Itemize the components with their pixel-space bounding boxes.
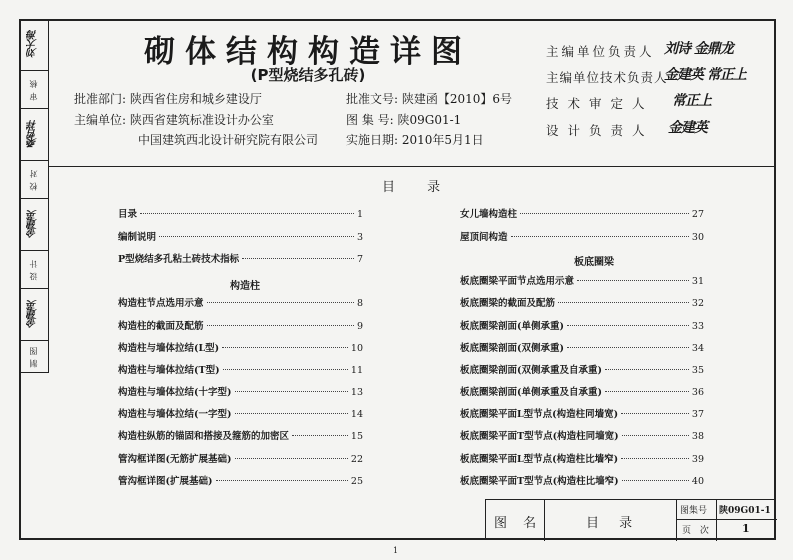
toc-entry-page: 11 — [350, 365, 363, 376]
strip-cell — [19, 19, 48, 71]
toc-entry-page: 13 — [350, 387, 363, 398]
toc-entry-page: 40 — [691, 476, 704, 487]
toc-leader-dots — [235, 391, 348, 392]
responsible-role: 设计负责人 — [546, 123, 654, 138]
title-block-page-label: 页 次 — [682, 526, 712, 536]
page-title: 砌体结构构造详图 — [144, 34, 472, 70]
toc-entry[interactable] — [460, 206, 704, 220]
toc-entry-label: 构造柱纵筋的锚固和搭接及箍筋的加密区 — [118, 431, 290, 442]
toc-entry-page: 10 — [350, 343, 363, 354]
toc-entry-page: 37 — [691, 409, 704, 420]
toc-entry-label: 编制说明 — [118, 232, 157, 243]
toc-entry-page: 34 — [691, 343, 704, 354]
toc-entry-page: 14 — [350, 409, 363, 420]
toc-entry-label: 板底圈梁平面L型节点(构造柱比墙窄) — [460, 454, 619, 465]
strip-signature: 刘大海 — [28, 31, 39, 58]
toc-entry-label: 女儿墙构造柱 — [460, 209, 518, 220]
strip-label: 审 核 — [29, 78, 38, 101]
toc-leader-dots — [622, 435, 689, 436]
implementation-date: 实施日期: 2010年5月1日 — [346, 133, 484, 147]
toc-leader-dots — [207, 302, 354, 303]
toc-entry-page: 33 — [691, 321, 704, 332]
responsible-signature: 常正上 — [672, 93, 711, 109]
toc-entry[interactable] — [460, 229, 704, 243]
toc-entry-page: 38 — [691, 431, 704, 442]
strip-label: 制 图 — [29, 345, 38, 368]
toc-leader-dots — [292, 435, 348, 436]
responsible-role: 技术审定人 — [546, 96, 654, 111]
toc-entry[interactable] — [118, 251, 363, 265]
toc-entry[interactable] — [460, 384, 704, 398]
toc-entry[interactable] — [460, 318, 704, 332]
strip-cell — [19, 199, 48, 251]
toc-leader-dots — [621, 458, 689, 459]
strip-signature: 桑哲祥 — [28, 121, 39, 148]
toc-entry[interactable] — [460, 406, 704, 420]
toc-entry[interactable] — [118, 406, 363, 420]
toc-entry[interactable] — [460, 295, 704, 309]
toc-leader-dots — [242, 258, 354, 259]
toc-entry[interactable] — [118, 428, 363, 442]
toc-leader-dots — [235, 413, 348, 414]
editor-unit: 主编单位: 陕西省建筑标准设计办公室 — [74, 113, 274, 127]
toc-leader-dots — [207, 325, 354, 326]
title-block-page-value: 1 — [742, 522, 750, 535]
toc-leader-dots — [520, 213, 689, 214]
toc-entry-page: 36 — [691, 387, 704, 398]
toc-entry-label: 板底圈梁剖面(单侧承重) — [460, 321, 564, 332]
toc-entry-page: 25 — [350, 476, 363, 487]
toc-entry-label: 板底圈梁平面节点选用示意 — [460, 276, 575, 287]
strip-label: 设 计 — [29, 258, 38, 281]
toc-entry[interactable] — [118, 384, 363, 398]
strip-cell — [19, 109, 48, 161]
toc-entry-page: 30 — [691, 232, 704, 243]
responsible-signature: 金建英 常正上 — [664, 67, 746, 83]
title-block-atlas-label: 图集号 — [680, 506, 708, 516]
toc-leader-dots — [622, 480, 689, 481]
toc-leader-dots — [222, 347, 348, 348]
toc-leader-dots — [558, 302, 689, 303]
toc-entry-page: 32 — [691, 298, 704, 309]
toc-entry-label: 板底圈梁平面T型节点(构造柱比墙窄) — [460, 476, 619, 487]
toc-entry[interactable] — [118, 206, 363, 220]
toc-entry-page: 22 — [350, 454, 363, 465]
strip-cell — [19, 341, 48, 373]
strip-cell — [19, 289, 48, 341]
toc-entry[interactable] — [460, 428, 704, 442]
toc-entry-page: 39 — [691, 454, 704, 465]
toc-entry[interactable] — [460, 451, 704, 465]
toc-leader-dots — [567, 325, 689, 326]
strip-label: 校 对 — [29, 168, 38, 191]
toc-entry-label: 构造柱与墙体拉结(T型) — [118, 365, 220, 376]
signature-strip — [19, 19, 49, 373]
toc-entry-label: P型烧结多孔粘土砖技术指标 — [118, 254, 240, 265]
toc-entry-page: 8 — [356, 298, 363, 309]
toc-leader-dots — [605, 369, 689, 370]
toc-leader-dots — [605, 391, 689, 392]
toc-entry[interactable] — [460, 340, 704, 354]
toc-section-heading: 构造柱 — [230, 281, 260, 292]
toc-entry-page: 9 — [356, 321, 363, 332]
strip-cell — [19, 71, 48, 109]
toc-entry-label: 板底圈梁平面T型节点(构造柱同墙宽) — [460, 431, 619, 442]
header-divider — [48, 166, 776, 167]
strip-cell — [19, 161, 48, 199]
toc-entry[interactable] — [118, 451, 363, 465]
toc-entry-label: 管沟框详图(无筋扩展基础) — [118, 454, 232, 465]
strip-signature: 金建英 — [28, 301, 39, 328]
toc-entry-label: 板底圈梁剖面(双侧承重) — [460, 343, 564, 354]
toc-entry-page: 31 — [691, 276, 704, 287]
toc-leader-dots — [235, 458, 348, 459]
toc-entry[interactable] — [460, 273, 704, 287]
toc-entry-label: 板底圈梁剖面(双侧承重及自承重) — [460, 365, 602, 376]
toc-entry-page: 27 — [691, 209, 704, 220]
toc-entry[interactable] — [118, 362, 363, 376]
toc-title: 目 录 — [382, 180, 455, 195]
toc-entry-label: 构造柱的截面及配筋 — [118, 321, 204, 332]
toc-entry[interactable] — [118, 229, 363, 243]
responsible-signature: 金建英 — [668, 120, 707, 136]
responsible-role: 主编单位技术负责人 — [546, 70, 668, 85]
atlas-number: 图 集 号: 陕09G01-1 — [346, 113, 462, 127]
toc-entry-label: 目录 — [118, 209, 138, 220]
toc-entry-label: 管沟框详图(扩展基础) — [118, 476, 213, 487]
title-block-atlas-value: 陕09G01-1 — [719, 506, 771, 516]
toc-entry-page: 3 — [356, 232, 363, 243]
toc-leader-dots — [223, 369, 348, 370]
toc-entry[interactable] — [118, 340, 363, 354]
toc-entry-label: 构造柱节点选用示意 — [118, 298, 204, 309]
title-block — [485, 499, 776, 540]
title-block-name-value: 目 录 — [586, 516, 641, 531]
toc-entry[interactable] — [118, 318, 363, 332]
footer-page-number: 1 — [393, 546, 399, 555]
strip-cell — [19, 251, 48, 289]
toc-entry-label: 屋顶间构造 — [460, 232, 508, 243]
toc-entry-label: 构造柱与墙体拉结(一字型) — [118, 409, 232, 420]
toc-leader-dots — [567, 347, 689, 348]
toc-entry-label: 板底圈梁平面L型节点(构造柱同墙宽) — [460, 409, 619, 420]
page-subtitle: (P型烧结多孔砖) — [250, 66, 366, 84]
approve-dept: 批准部门: 陕西省住房和城乡建设厅 — [74, 92, 262, 106]
toc-leader-dots — [140, 213, 354, 214]
toc-entry[interactable] — [460, 362, 704, 376]
toc-entry[interactable] — [118, 473, 363, 487]
editor-unit-2: 中国建筑西北设计研究院有限公司 — [138, 133, 319, 147]
toc-entry-label: 构造柱与墙体拉结(十字型) — [118, 387, 232, 398]
toc-leader-dots — [511, 236, 689, 237]
toc-entry-label: 板底圈梁剖面(单侧承重及自承重) — [460, 387, 602, 398]
toc-entry[interactable] — [460, 473, 704, 487]
responsible-role: 主编单位负责人 — [546, 44, 655, 59]
title-block-name-label: 图 名 — [494, 516, 543, 531]
toc-leader-dots — [159, 236, 354, 237]
toc-leader-dots — [577, 280, 689, 281]
toc-leader-dots — [621, 413, 689, 414]
toc-entry-page: 7 — [356, 254, 363, 265]
toc-entry-page: 15 — [350, 431, 363, 442]
toc-entry-page: 1 — [356, 209, 363, 220]
toc-leader-dots — [216, 480, 348, 481]
responsible-signature: 刘诗 金鼎龙 — [664, 41, 733, 57]
toc-entry-label: 构造柱与墙体拉结(L型) — [118, 343, 220, 354]
toc-entry[interactable] — [118, 295, 363, 309]
strip-signature: 金建英 — [28, 211, 39, 238]
approve-number: 批准文号: 陕建函【2010】6号 — [346, 92, 513, 106]
toc-entry-label: 板底圈梁的截面及配筋 — [460, 298, 556, 309]
toc-entry-page: 35 — [691, 365, 704, 376]
toc-section-heading: 板底圈梁 — [574, 257, 614, 268]
